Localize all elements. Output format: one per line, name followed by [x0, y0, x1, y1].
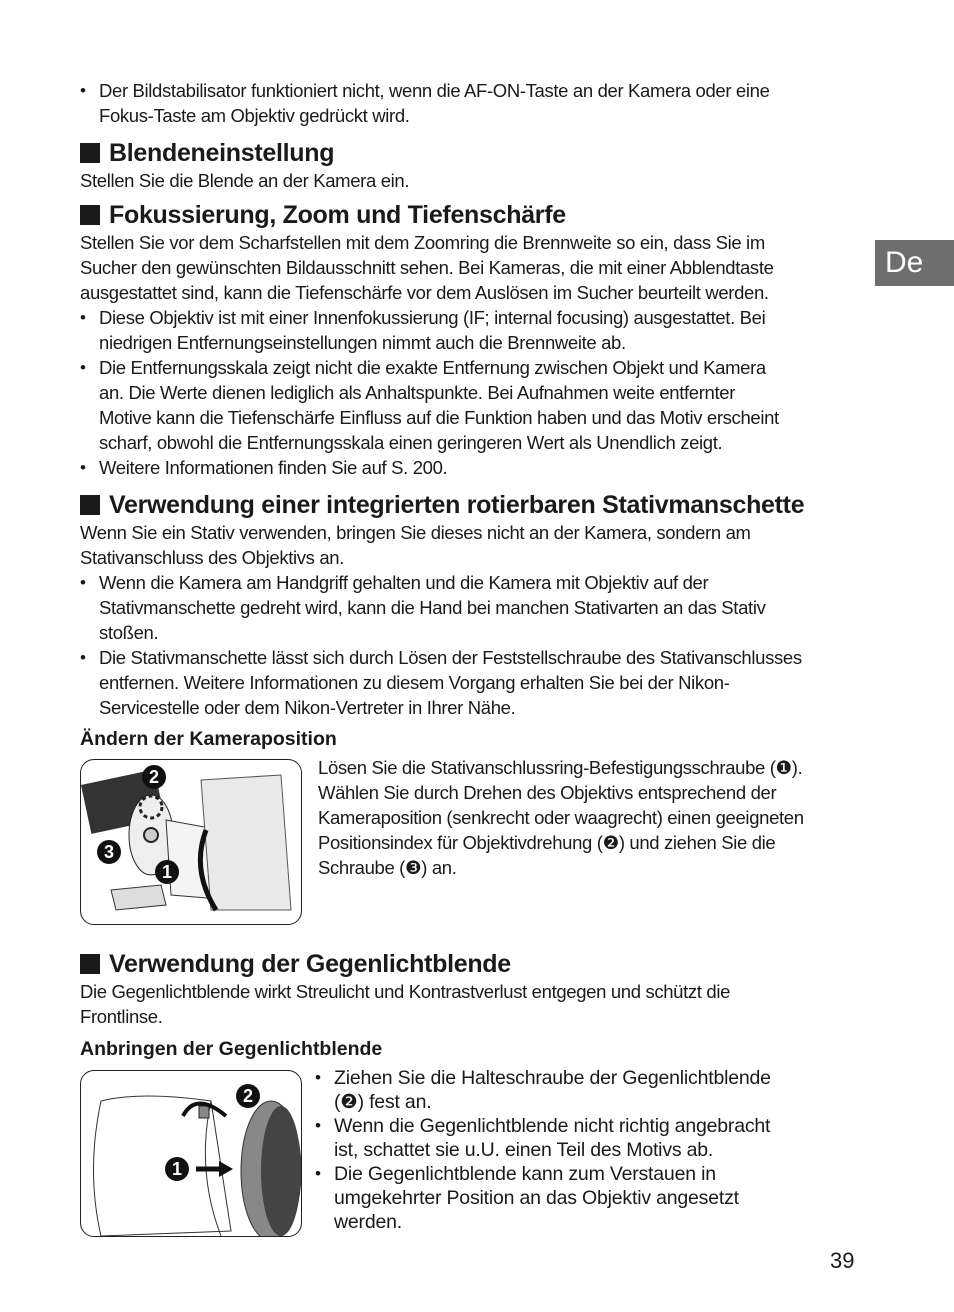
text-line: • Wenn die Kamera am Handgriff gehalten und die Kamera mit Objektiv auf der: [99, 572, 709, 593]
text-line: Stellen Sie die Blende an der Kamera ein.: [80, 170, 410, 191]
text-line: Stativmanschette gedreht wird, kann die Hand bei manchen Stativarten an das Stativ: [99, 597, 766, 618]
callout-2: 2: [236, 1084, 260, 1108]
text-line: umgekehrter Position an das Objektiv angesetzt: [334, 1187, 739, 1209]
subheading: Anbringen der Gegenlichtblende: [80, 1038, 383, 1060]
heading-text: Fokussierung, Zoom und Tiefenschärfe: [109, 201, 566, 229]
text-line: ausgestattet sind, kann die Tiefenschärfe vor dem Auslösen im Sucher beurteilt werden.: [80, 282, 769, 303]
text-line: werden.: [334, 1211, 402, 1233]
section-heading: [80, 199, 779, 231]
paragraph: [80, 168, 409, 193]
text-line: Kameraposition (senkrecht oder waagrecht) einen geeigneten: [318, 807, 804, 828]
subheading: Ändern der Kameraposition: [80, 728, 337, 750]
lens-hood-illustration: [80, 1070, 302, 1237]
text-line: niedrigen Entfernungseinstellungen nimmt auch die Brennweite ab.: [99, 332, 626, 353]
bullet-item: [80, 570, 804, 645]
bullet-item: [315, 1114, 771, 1162]
text-line: (❷) fest an.: [334, 1091, 432, 1113]
text-line: Stellen Sie vor dem Scharfstellen mit dem Zoomring die Brennweite so ein, dass Sie im: [80, 232, 765, 253]
page-number: 39: [830, 1248, 855, 1273]
section-stativ: [80, 489, 804, 752]
text-line: Schraube (❸) an.: [318, 857, 457, 878]
bullet-item: [80, 305, 779, 355]
text-line: Frontlinse.: [80, 1006, 163, 1027]
bullet-item: [80, 455, 779, 480]
section-blende: [80, 137, 409, 193]
bullet-item: [315, 1162, 771, 1234]
text-line: ist, schattet sie u.U. einen Teil des Motivs ab.: [334, 1139, 714, 1161]
text-line: entfernen. Weitere Informationen zu diesem Vorgang erhalten Sie bei der Nikon-: [99, 672, 730, 693]
bullet-list: [80, 305, 779, 480]
paragraph: [80, 979, 730, 1029]
text-line: scharf, obwohl die Entfernungsskala einen geringeren Wert als Unendlich zeigt.: [99, 432, 723, 453]
heading-text: Verwendung der Gegenlichtblende: [109, 950, 511, 978]
text-line: Wählen Sie durch Drehen des Objektivs entsprechend der: [318, 782, 777, 803]
camera-position-illustration: [80, 759, 302, 925]
square-bullet-icon: [80, 495, 100, 515]
heading-text: Verwendung einer integrierten rotierbaren Stativmanschette: [109, 491, 805, 519]
language-tab: De: [875, 240, 954, 286]
callout-1: 1: [155, 860, 179, 884]
bullet-item: [80, 355, 779, 455]
text-line: Sucher den gewünschten Bildausschnitt sehen. Bei Kameras, die mit einer Abblendtaste: [80, 257, 774, 278]
text-line: • Die Stativmanschette lässt sich durch Lösen der Feststellschraube des Stativanschlusses: [99, 647, 802, 668]
paragraph: [80, 520, 804, 570]
paragraph: [80, 230, 779, 305]
section-heading: [80, 948, 730, 980]
text-line: Positionsindex für Objektivdrehung (❷) und ziehen Sie die: [318, 832, 776, 853]
text-line: Servicestelle oder dem Nikon-Vertreter in Ihrer Nähe.: [99, 697, 516, 718]
bullet-list: [80, 570, 804, 720]
camera-position-instructions: [318, 755, 804, 880]
section-gegen: [80, 948, 730, 1062]
callout-1: 1: [165, 1157, 189, 1181]
callout-3: 3: [97, 840, 121, 864]
section-fokus: [80, 199, 779, 480]
square-bullet-icon: [80, 205, 100, 225]
text-line: • Die Gegenlichtblende kann zum Verstauen in: [334, 1163, 716, 1185]
text-line: stoßen.: [99, 622, 159, 643]
text-line: • Diese Objektiv ist mit einer Innenfokussierung (IF; internal focusing) ausgestattet. Bei: [99, 307, 766, 328]
bullet-item: [80, 78, 770, 128]
text-line: Stativanschluss des Objektivs an.: [80, 547, 345, 568]
heading-text: Blendeneinstellung: [109, 139, 335, 167]
square-bullet-icon: [80, 143, 100, 163]
callout-2: 2: [142, 765, 166, 789]
intro-bullets: [80, 78, 770, 128]
lens-hood-bullets: [315, 1066, 771, 1234]
text-line: Die Gegenlichtblende wirkt Streulicht und Kontrastverlust entgegen und schützt die: [80, 981, 731, 1002]
square-bullet-icon: [80, 954, 100, 974]
text-line: • Die Entfernungsskala zeigt nicht die exakte Entfernung zwischen Objekt und Kamera: [99, 357, 766, 378]
text-line: • Der Bildstabilisator funktioniert nicht, wenn die AF-ON-Taste an der Kamera oder eine: [99, 80, 770, 101]
bullet-item: [315, 1066, 771, 1114]
text-line: Wenn Sie ein Stativ verwenden, bringen Sie dieses nicht an der Kamera, sondern am: [80, 522, 751, 543]
text-line: an. Die Werte dienen lediglich als Anhaltspunkte. Bei Aufnahmen weite entfernter: [99, 382, 736, 403]
text-line: • Weitere Informationen finden Sie auf S. 200.: [99, 457, 448, 478]
text-line: Fokus-Taste am Objektiv gedrückt wird.: [99, 105, 410, 126]
bullet-item: [80, 645, 804, 720]
text-line: Lösen Sie die Stativanschlussring-Befestigungsschraube (❶).: [318, 757, 803, 778]
section-heading: [80, 489, 804, 521]
text-line: • Wenn die Gegenlichtblende nicht richtig angebracht: [334, 1115, 771, 1137]
text-line: • Ziehen Sie die Halteschraube der Gegenlichtblende: [334, 1067, 771, 1089]
section-heading: [80, 137, 409, 169]
text-line: Motive kann die Tiefenschärfe Einfluss auf die Funktion haben und das Motiv erscheint: [99, 407, 779, 428]
